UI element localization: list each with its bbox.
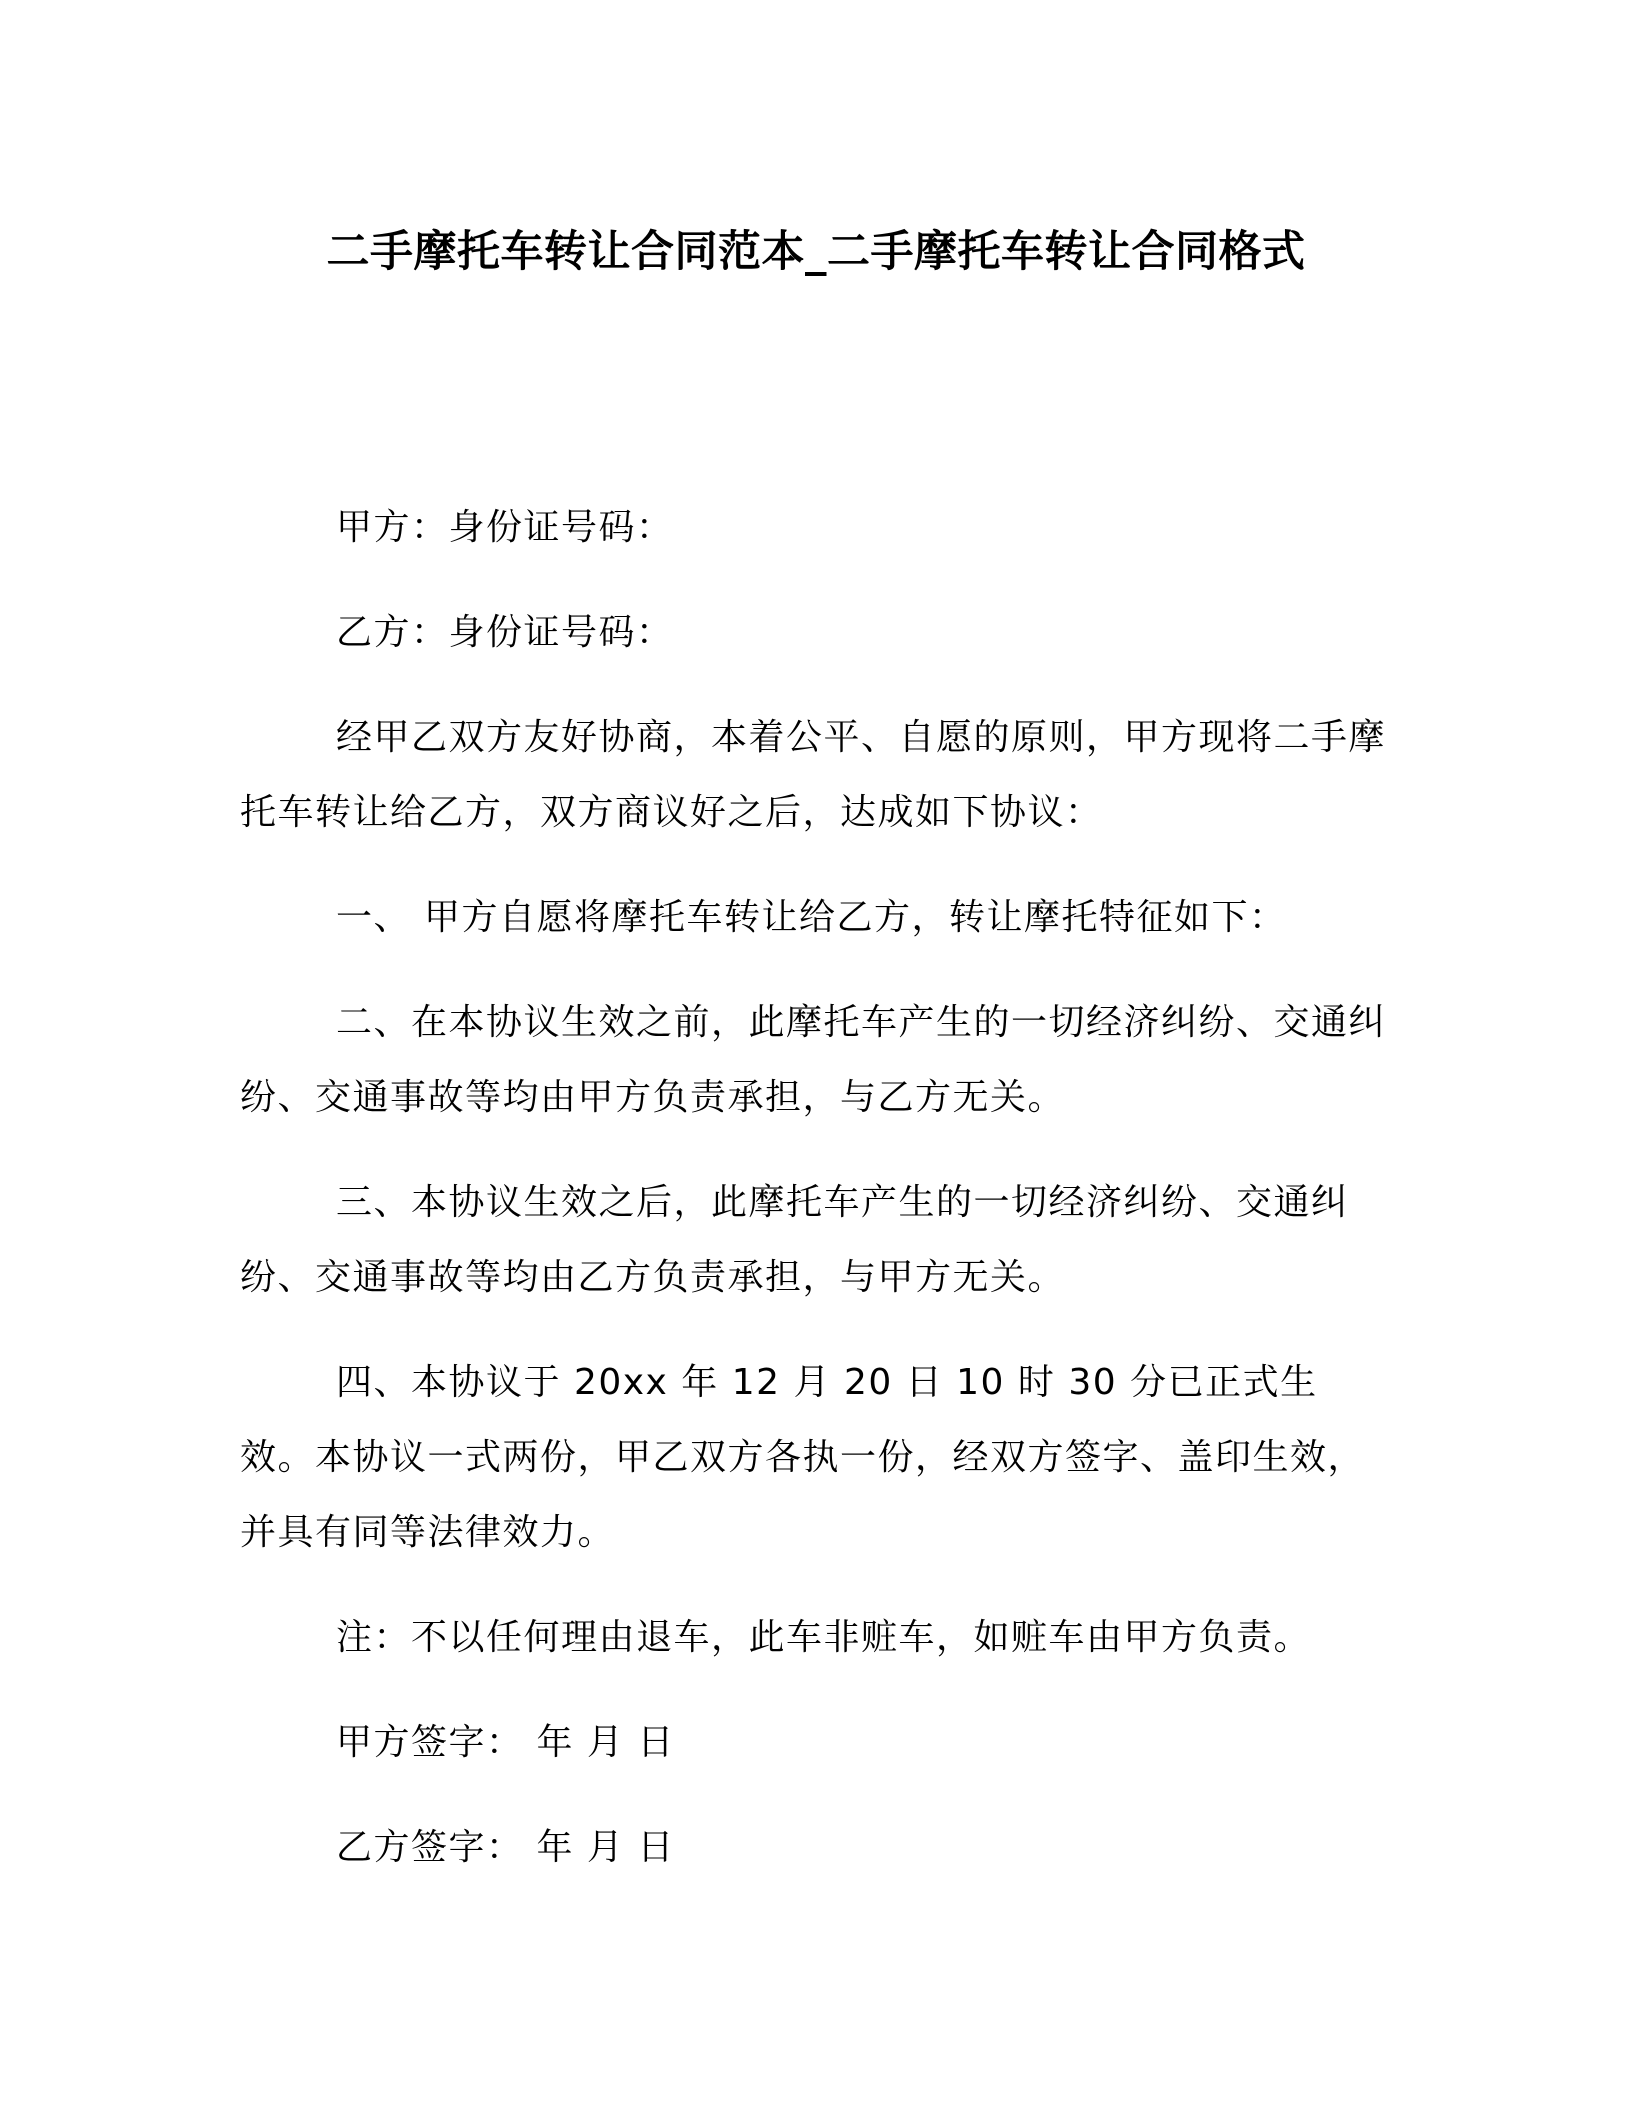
clause-3: 三、本协议生效之后，此摩托车产生的一切经济纠纷、交通纠纷、交通事故等均由乙方负责承担，与甲方无关。 xyxy=(240,1182,1349,1298)
clause-4: 四、本协议于 20xx 年 12 月 20 日 10 时 30 分已正式生效。本协议一式两份，甲乙双方各执一份，经双方签字、盖印生效，并具有同等法律效力。 xyxy=(240,1362,1366,1553)
document-body xyxy=(240,490,1392,1915)
party-b-line: 乙方：身份证号码： xyxy=(336,612,674,653)
party-b-signature-line: 乙方签字： 年 月 日 xyxy=(336,1827,675,1868)
preamble-paragraph: 经甲乙双方友好协商，本着公平、自愿的原则，甲方现将二手摩托车转让给乙方，双方商议好之后，达成如下协议： xyxy=(240,717,1387,833)
party-a-signature-line: 甲方签字： 年 月 日 xyxy=(336,1722,675,1763)
note-paragraph: 注：不以任何理由退车，此车非赃车，如赃车由甲方负责。 xyxy=(336,1617,1312,1658)
clause-1: 一、 甲方自愿将摩托车转让给乙方，转让摩托特征如下： xyxy=(336,897,1287,938)
clause-2: 二、在本协议生效之前，此摩托车产生的一切经济纠纷、交通纠纷、交通事故等均由甲方负责承担，与乙方无关。 xyxy=(240,1002,1387,1118)
document-title: 二手摩托车转让合同范本_二手摩托车转让合同格式 xyxy=(326,227,1306,277)
party-a-line: 甲方：身份证号码： xyxy=(336,507,674,548)
